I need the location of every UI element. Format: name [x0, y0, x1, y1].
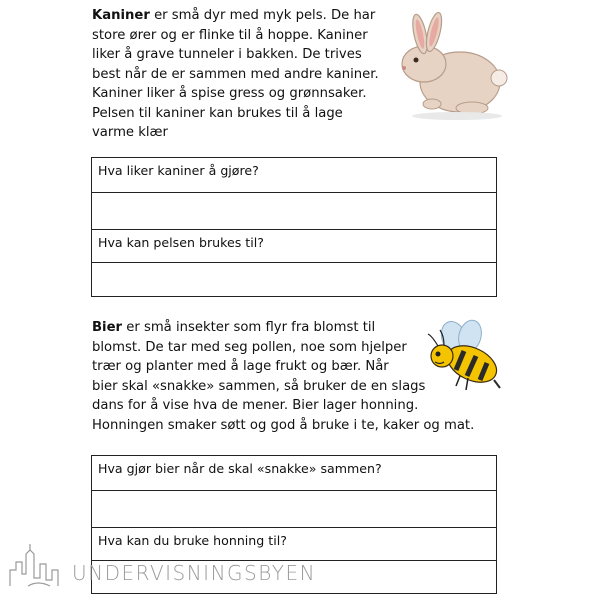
rabbit-paragraph — [92, 6, 379, 143]
watermark — [8, 540, 316, 588]
bee-illustration — [420, 318, 510, 398]
rabbit-illustration — [382, 12, 512, 122]
bee-paragraph — [92, 318, 474, 435]
bee-question-1: Hva gjør bier når de skal «snakke» sammen? — [92, 456, 497, 491]
rabbit-line-6: Pelsen til kaniner kan brukes til å lage — [92, 105, 343, 121]
bee-keyword: Bier — [92, 320, 123, 335]
rabbit-question-2: Hva kan pelsen brukes til? — [92, 230, 497, 263]
bee-question-2: Hva kan du bruke honning til? — [92, 528, 497, 561]
watermark-text: UNDERVISNINGSBYEN — [72, 561, 317, 585]
rabbit-line-5: Kaniner liker å spise gress og grønnsaker. — [92, 86, 367, 101]
rabbit-keyword: Kaniner — [92, 8, 150, 23]
bee-line-6: Honningen smaker søtt og god å bruke i te, kaker og mat. — [92, 417, 475, 433]
rabbit-answer-1-field[interactable] — [92, 193, 497, 230]
rabbit-line-1: er små dyr med myk pels. De har — [149, 8, 376, 23]
rabbit-question-table — [91, 157, 497, 297]
rabbit-line-2: store ører og er flinke til å hoppe. Kaniner — [92, 27, 368, 43]
bee-line-3: trær og planter med å lage frukt og bær. Når — [92, 359, 389, 374]
bee-answer-1-field[interactable] — [92, 491, 497, 528]
bee-line-2: blomst. De tar med seg pollen, noe som hjelper — [92, 339, 407, 355]
city-skyline-logo — [8, 540, 70, 588]
rabbit-line-7: varme klær — [92, 125, 168, 140]
rabbit-line-3: liker å grave tunneler i bakken. De trives — [92, 47, 362, 62]
rabbit-question-1: Hva liker kaniner å gjøre? — [92, 158, 497, 193]
bee-line-1: er små insekter som flyr fra blomst til — [122, 320, 376, 335]
rabbit-line-4: best når de er sammen med andre kaniner. — [92, 66, 379, 82]
bee-line-5: dans for å vise hva de mener. Bier lager honning. — [92, 398, 419, 413]
bee-line-4: bier skal «snakke» sammen, så bruker de en slags — [92, 378, 426, 394]
rabbit-answer-2-field[interactable] — [92, 263, 497, 297]
